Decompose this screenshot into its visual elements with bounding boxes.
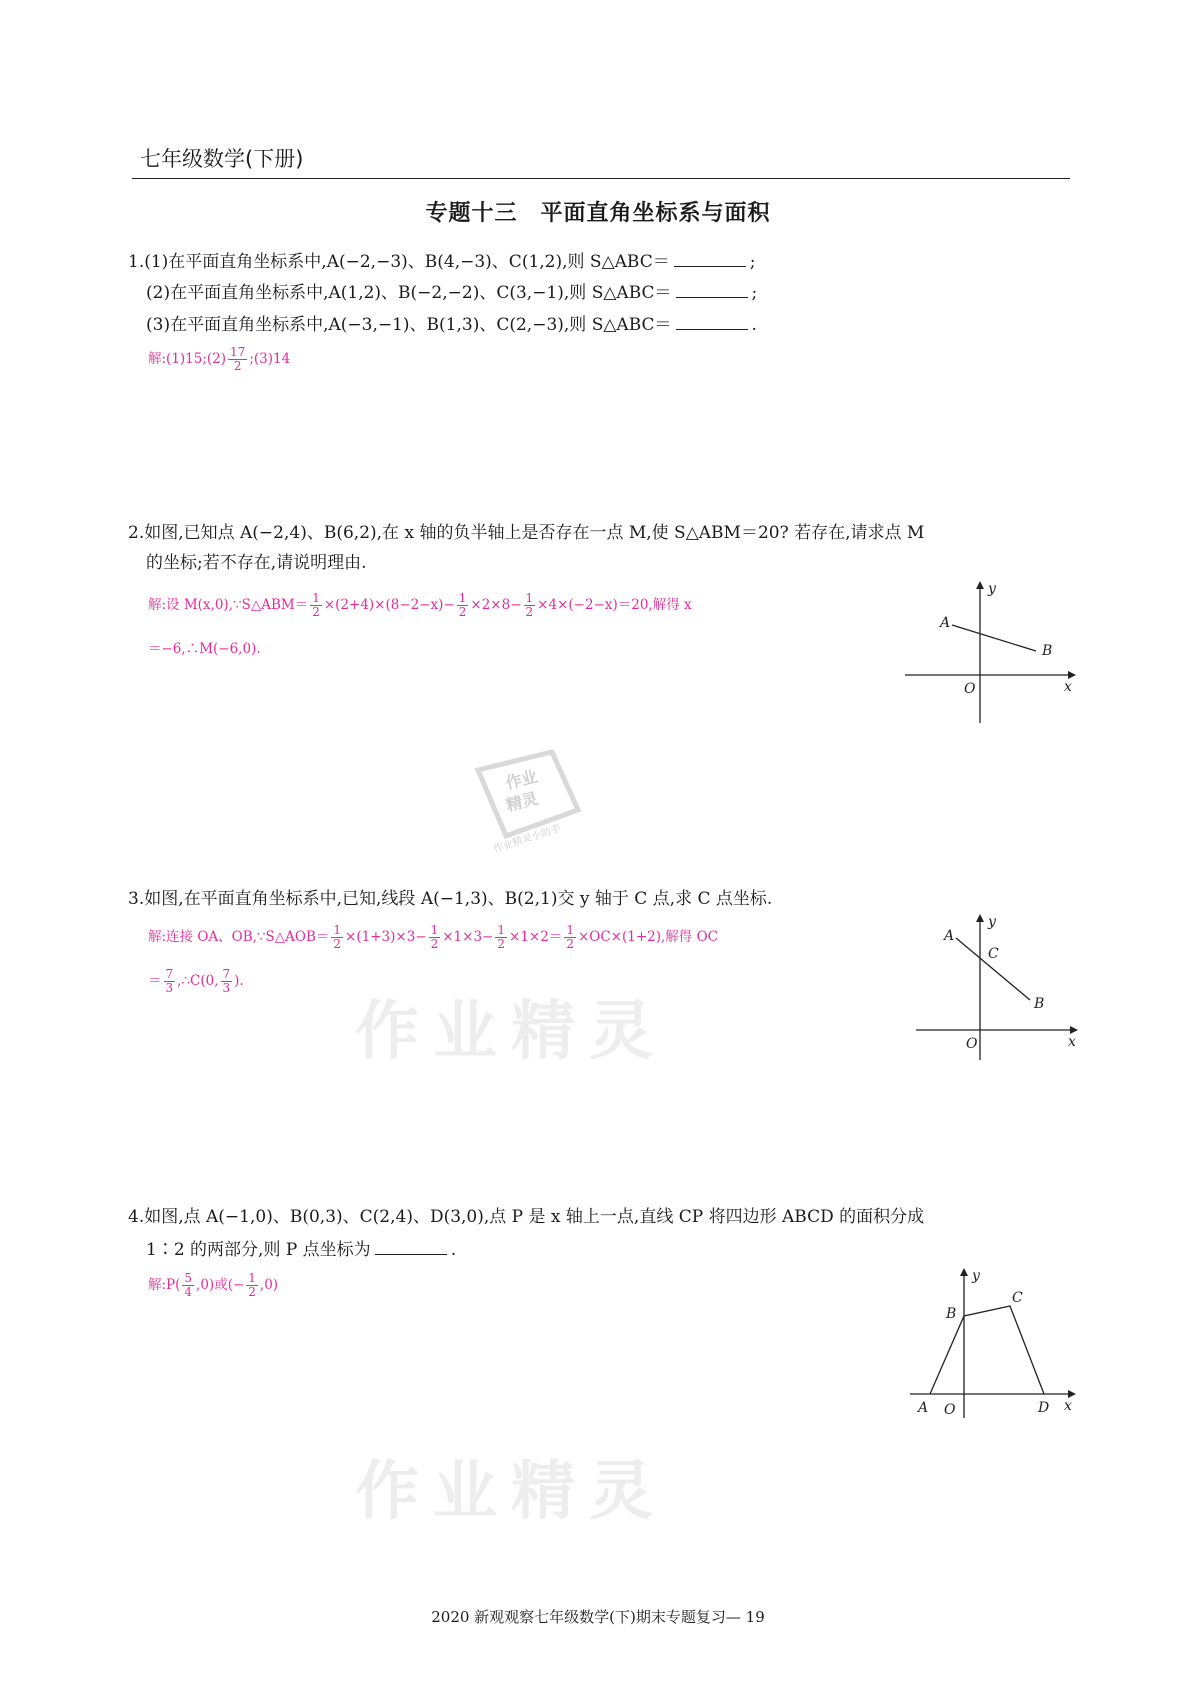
q2-line2: 的坐标;若不存在,请说明理由. (146, 553, 367, 573)
label-b: B (946, 1306, 957, 1322)
label-y: y (972, 1268, 980, 1284)
fraction-half: $\frac{1}{2}$ (248, 1271, 256, 1299)
fraction-five-quarters: $\frac{5}{4}$ (184, 1271, 193, 1299)
label-o: O (944, 1402, 956, 1418)
label-y: y (988, 914, 996, 930)
q1-blank-3[interactable] (676, 313, 748, 330)
y-axis-arrow (976, 581, 984, 589)
label-c: C (1012, 1290, 1023, 1306)
x-axis-arrow (1068, 671, 1076, 679)
q4-blank[interactable] (375, 1238, 447, 1255)
q2-figure (900, 575, 1080, 725)
label-o: O (964, 681, 976, 697)
fraction-half: $\frac{1}{2}$ (458, 591, 467, 619)
fraction-seven-thirds: $\frac{7}{3}$ (222, 967, 231, 995)
q3-figure (910, 908, 1080, 1068)
x-axis-arrow (1068, 1390, 1076, 1398)
fraction-half: $\frac{1}{2}$ (430, 923, 439, 951)
q2-answer-line1: 解:设 M(x,0),∵S△ABM＝ $\frac{1}{2}$ ×(2+4)×(8−2−x)− $\frac{1}{2}$ ×2×8− $\frac{1}{2}$ ×4×(−2−x)＝20,解得 x (148, 591, 692, 619)
fraction-half: $\frac{1}{2}$ (525, 591, 534, 619)
page-title: 专题十三 平面直角坐标系与面积 (425, 201, 771, 226)
q4-line1: 4.如图,点 A(−1,0)、B(0,3)、C(2,4)、D(3,0),点 P 是 x 轴上一点,直线 CP 将四边形 ABCD 的面积分成 (128, 1207, 925, 1227)
watermark-1: 作业精灵 (355, 995, 667, 1069)
stamp-logo (460, 740, 600, 860)
label-x: x (1064, 679, 1072, 695)
fraction-half: $\frac{1}{2}$ (333, 923, 342, 951)
q4-answer: 解:P( $\frac{5}{4}$ ,0)或(− $\frac{1}{2}$ ,0) (148, 1271, 279, 1299)
q3-answer-line1: 解:连接 OA、OB,∵S△AOB＝ $\frac{1}{2}$ ×(1+3)×3− $\frac{1}{2}$ ×1×3− $\frac{1}{2}$ ×1×2＝ $\frac{1}{2}$ ×OC×(1+2),解得 OC (148, 923, 718, 951)
stamp-text-1: 作业 (503, 766, 540, 793)
label-y: y (988, 581, 996, 597)
stamp-text-3: 作业精灵小助手 (492, 823, 563, 856)
label-b: B (1042, 643, 1053, 659)
segment-ab (952, 625, 1036, 651)
watermark-2: 作业精灵 (355, 1455, 667, 1529)
q1-blank-2[interactable] (676, 281, 748, 298)
label-x: x (1068, 1034, 1076, 1050)
fraction-half: $\frac{1}{2}$ (312, 591, 320, 619)
fraction-seven-thirds: $\frac{7}{3}$ (165, 967, 174, 995)
book-header: 七年级数学(下册) (140, 147, 304, 171)
label-x: x (1064, 1398, 1072, 1414)
label-a: A (944, 928, 955, 944)
q4-figure (900, 1262, 1080, 1422)
fraction-half: $\frac{1}{2}$ (497, 923, 506, 951)
fraction-half: $\frac{1}{2}$ (566, 923, 574, 951)
label-a: A (940, 615, 951, 631)
page-footer: 2020 新观观察七年级数学(下)期末专题复习— 19 (431, 1608, 765, 1626)
q3-answer-line2: ＝ $\frac{7}{3}$ ,∴C(0, $\frac{7}{3}$ ). (148, 967, 244, 995)
q1-blank-1[interactable] (674, 250, 746, 267)
q3-line1: 3.如图,在平面直角坐标系中,已知,线段 A(−1,3)、B(2,1)交 y 轴于 C 点,求 C 点坐标. (128, 889, 773, 909)
label-c: C (988, 946, 999, 962)
q1-line1: 1.(1)在平面直角坐标系中,A(−2,−3)、B(4,−3)、C(1,2),则 S△ABC＝ ; (128, 252, 756, 272)
x-axis-arrow (1070, 1026, 1078, 1034)
q2-line1: 2.如图,已知点 A(−2,4)、B(6,2),在 x 轴的负半轴上是否存在一点 M,使 S△ABM＝20? 若存在,请求点 M (128, 523, 925, 543)
stamp-text-2: 精灵 (504, 788, 540, 815)
y-axis-arrow (976, 914, 984, 922)
label-o: O (966, 1036, 978, 1052)
fraction: $\frac{17}{2}$ (230, 345, 246, 373)
q1-line2: (2)在平面直角坐标系中,A(1,2)、B(−2,−2)、C(3,−1),则 S△ABC＝ ; (146, 283, 758, 303)
q2-answer-line2: ＝−6,∴M(−6,0). (148, 641, 261, 657)
y-axis-arrow (960, 1268, 968, 1276)
q4-line2: 1∶2 的两部分,则 P 点坐标为 . (146, 1240, 457, 1260)
header-rule (132, 178, 1070, 179)
label-d: D (1038, 1400, 1050, 1416)
q1-line3: (3)在平面直角坐标系中,A(−3,−1)、B(1,3)、C(2,−3),则 S△ABC＝ . (146, 315, 757, 335)
label-a: A (918, 1400, 929, 1416)
label-b: B (1034, 996, 1045, 1012)
q1-answer: 解:(1)15;(2) $\frac{17}{2}$ ;(3)14 (148, 345, 291, 373)
